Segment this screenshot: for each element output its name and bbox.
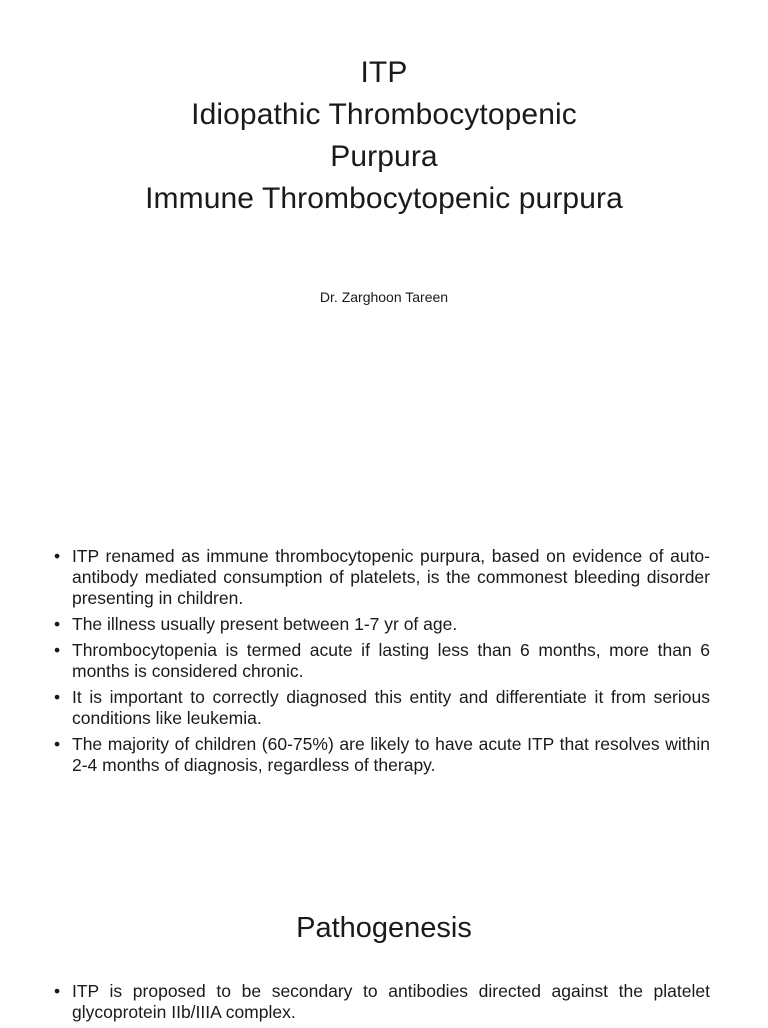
bullet-text: ITP renamed as immune thrombocytopenic purpura, based on evidence of auto-antibody mediated consumption of platelets, is the commonest bleeding disorder presenting in children. [72,546,710,608]
bullet-item [52,734,710,776]
bullet-item [52,687,710,729]
bullet-dot: • [54,687,61,707]
bullet-text: Thrombocytopenia is termed acute if lasting less than 6 months, more than 6 months is considered chronic. [72,640,710,681]
bullet-text: It is important to correctly diagnosed this entity and differentiate it from serious conditions like leukemia. [72,687,710,728]
bullet-text: The majority of children (60-75%) are likely to have acute ITP that resolves within 2-4 months of diagnosis, regardless of therapy. [72,734,710,775]
bullet-dot: • [54,640,61,660]
title-line-old-name: Idiopathic Thrombocytopenic [191,98,577,131]
slide2-bullet-list [52,546,710,781]
bullet-text: The illness usually present between 1-7 yr of age. [72,614,458,634]
bullet-dot: • [54,546,61,566]
title-line-abbrev: ITP [360,56,408,89]
bullet-item [52,981,710,1023]
bullet-dot: • [54,734,61,754]
bullet-item [52,614,710,635]
slide1-title [0,52,768,220]
title-line-new-name: Immune Thrombocytopenic purpura [145,182,623,215]
bullet-dot: • [54,981,61,1001]
bullet-item [52,546,710,609]
author-name: Dr. Zarghoon Tareen [319,289,449,305]
bullet-text: ITP is proposed to be secondary to antibodies directed against the platelet glycoprotein IIb/IIIA complex. [72,981,710,1022]
slide3-bullet-list [52,981,710,1028]
bullet-dot: • [54,614,61,634]
title-line-old-name-cont: Purpura [330,140,438,173]
section-title-pathogenesis: Pathogenesis [296,912,472,944]
bullet-item [52,640,710,682]
